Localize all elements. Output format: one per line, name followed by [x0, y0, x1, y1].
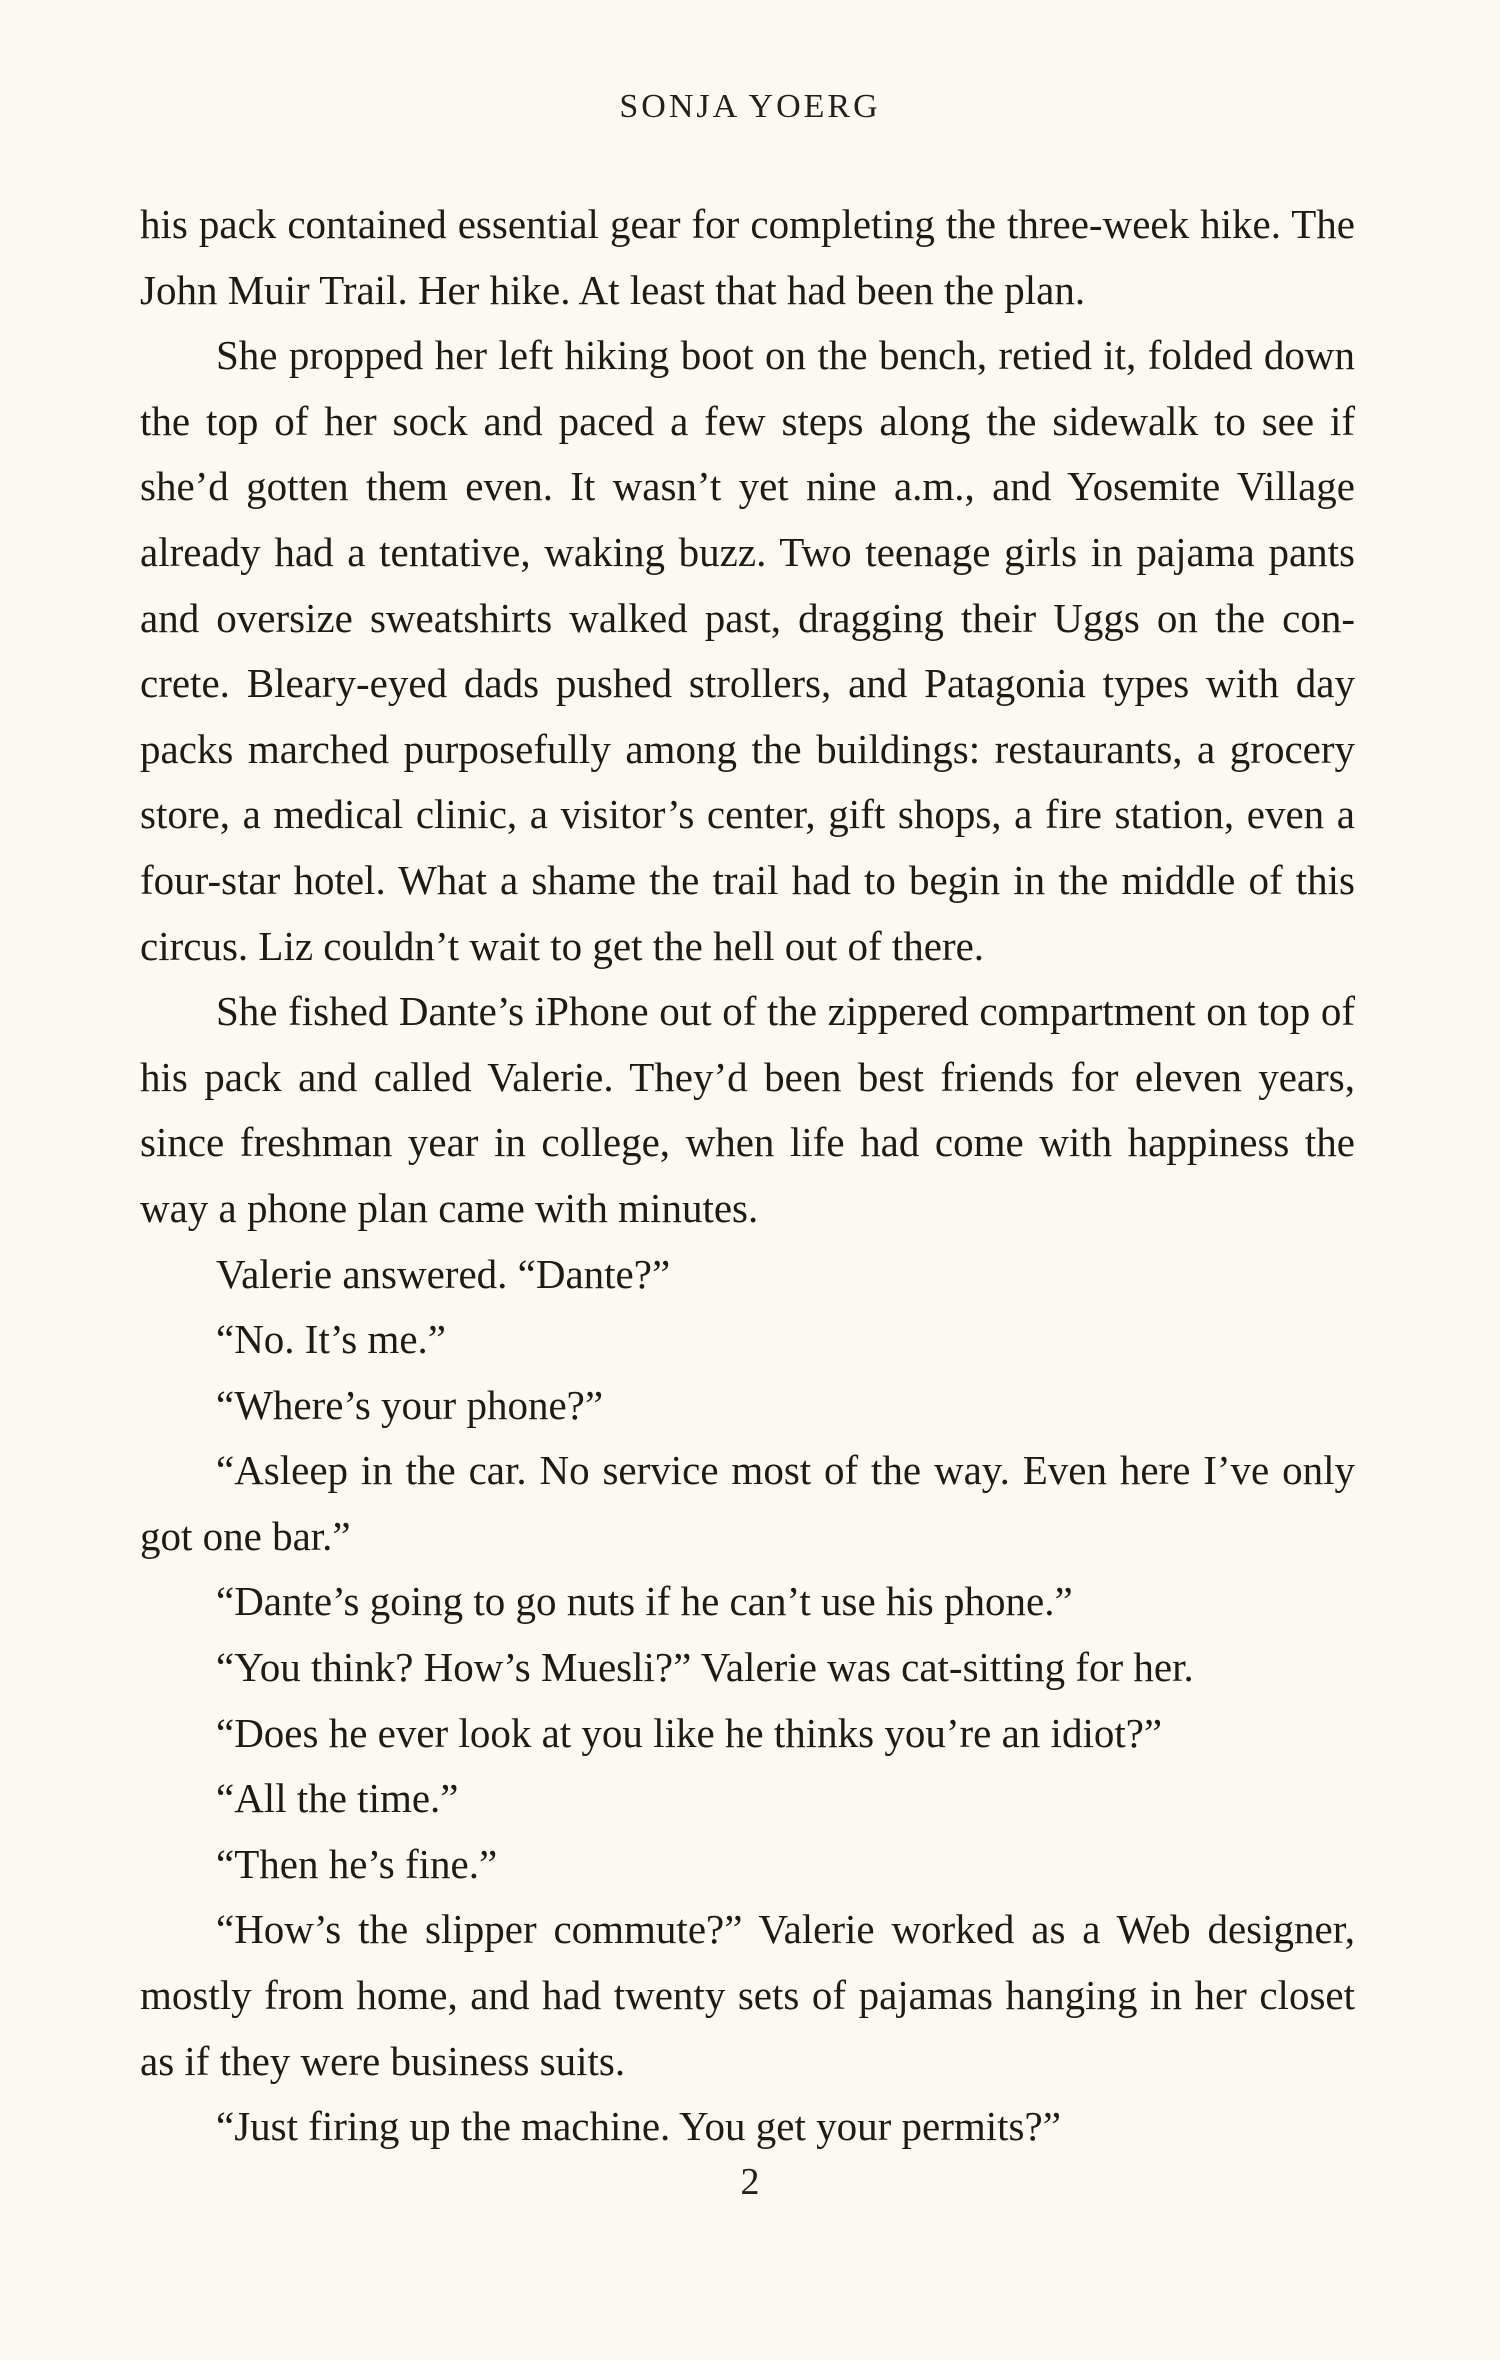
paragraph: “Then he’s fine.”: [216, 1840, 498, 1887]
paragraph: “You think? How’s Muesli?” Valerie was cat-sitting for her.: [216, 1644, 1194, 1691]
paragraph: “How’s the slipper commute?” Valerie worked as a Web designer, mostly from home, and had twenty sets of pajamas hanging in her closet as if they were business suits.: [140, 1906, 1355, 2084]
page-number: 2: [740, 2161, 760, 2203]
body-text: [140, 192, 1355, 2160]
paragraph: She propped her left hiking boot on the bench, retied it, folded down the top of her sock and paced a few steps along the sidewalk to see if she’d gotten them even. It wasn’t yet nine a.m., and Yosemite Village already had a tentative, waking buzz. Two teenage girls in pajama pants and oversize sweatshirts walked past, dragging their Uggs on the concrete. Bleary-eyed dads pushed strollers, and Patagonia types with day packs marched purposefully among the buildings: restaurants, a grocery store, a medical clinic, a visitor’s center, gift shops, a fire station, even a four-star hotel. What a shame the trail had to begin in the middle of this circus. Liz couldn’t wait to get the hell out of there.: [140, 332, 1355, 969]
paragraph: “Does he ever look at you like he thinks you’re an idiot?”: [216, 1709, 1163, 1756]
paragraph: Valerie answered. “Dante?”: [216, 1250, 671, 1297]
paragraph: “Where’s your phone?”: [216, 1381, 604, 1428]
paragraph: “Dante’s going to go nuts if he can’t use his phone.”: [216, 1578, 1073, 1625]
paragraph: “No. It’s me.”: [216, 1316, 446, 1363]
paragraph: his pack contained essential gear for completing the three-week hike. The John Muir Trail. Her hike. At least that had been the plan.: [140, 201, 1355, 313]
paragraph: “Just firing up the machine. You get your permits?”: [216, 2103, 1061, 2150]
running-head: SONJA YOERG: [619, 88, 881, 125]
paragraph: “All the time.”: [216, 1775, 459, 1822]
paragraph: “Asleep in the car. No service most of the way. Even here I’ve only got one bar.”: [140, 1447, 1355, 1559]
paragraph: She fished Dante’s iPhone out of the zippered compartment on top of his pack and called Valerie. They’d been best friends for eleven years, since freshman year in college, when life had come with happiness the way a phone plan came with minutes.: [140, 988, 1355, 1231]
